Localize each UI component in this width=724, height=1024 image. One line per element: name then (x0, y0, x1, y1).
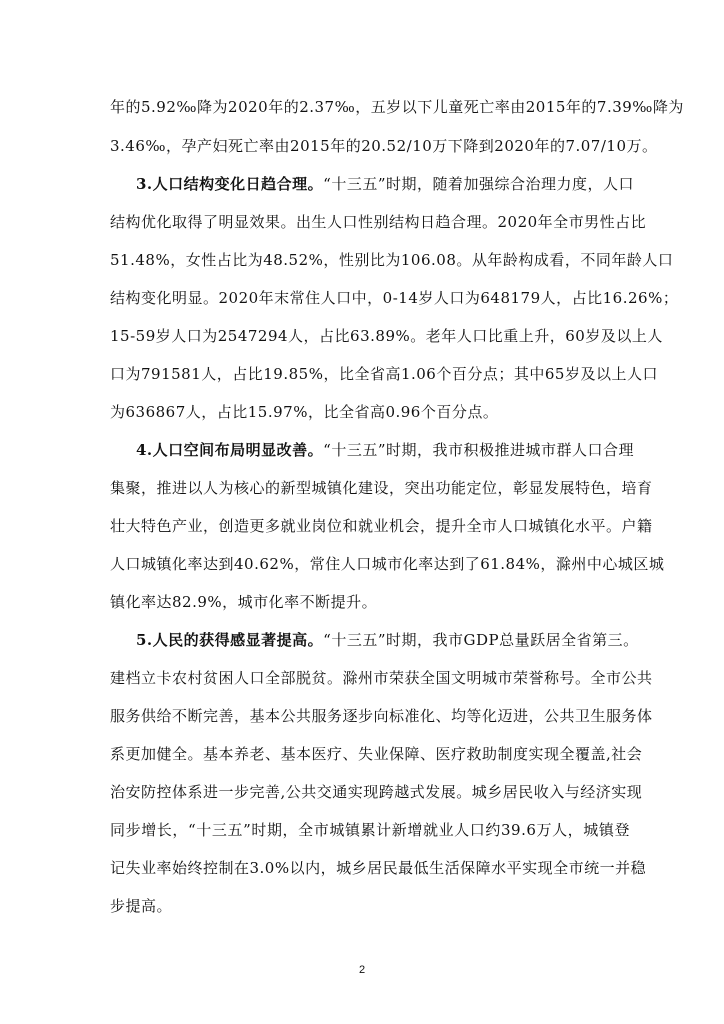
text-span: “十三五”时期，我市积极推进城市群人口合理 (323, 441, 635, 459)
text-line: 步提高。 (110, 897, 173, 915)
text-line: 同步增长，“十三五”时期，全市城镇累计新增就业人口约39.6万人，城镇登 (110, 821, 630, 839)
section-heading: 4.人口空间布局明显改善。 (136, 441, 324, 459)
text-line: 建档立卡农村贫困人口全部脱贫。滁州市荣获全国文明城市荣誉称号。全市公共 (110, 669, 653, 687)
text-span: “十三五”时期，我市GDP总量跃居全省第三。 (323, 631, 639, 649)
paragraph-first-line (136, 630, 639, 650)
section-heading: 5.人民的获得感显著提高。 (136, 631, 324, 649)
text-line: 治安防控体系进一步完善,公共交通实现跨越式发展。城乡居民收入与经济实现 (110, 783, 643, 801)
text-line: 记失业率始终控制在3.0%以内，城乡居民最低生活保障水平实现全市统一并稳 (110, 859, 647, 877)
text-line: 15-59岁人口为2547294人，占比63.89%。老年人口比重上升，60岁及以上人 (110, 327, 663, 345)
section-heading: 3.人口结构变化日趋合理。 (136, 175, 324, 193)
text-line: 为636867人，占比15.97%，比全省高0.96个百分点。 (110, 403, 499, 421)
text-line: 壮大特色产业，创造更多就业岗位和就业机会，提升全市人口城镇化水平。户籍 (110, 517, 653, 535)
text-line: 系更加健全。基本养老、基本医疗、失业保障、医疗救助制度实现全覆盖,社会 (110, 745, 643, 763)
text-line: 人口城镇化率达到40.62%，常住人口城市化率达到了61.84%，滁州中心城区城 (110, 555, 665, 573)
text-line: 镇化率达82.9%，城市化率不断提升。 (110, 593, 378, 611)
text-line: 集聚，推进以人为核心的新型城镇化建设，突出功能定位，彰显发展特色，培育 (110, 479, 653, 497)
text-line: 口为791581人，占比19.85%，比全省高1.06个百分点；其中65岁及以上人口 (110, 365, 658, 383)
text-line: 服务供给不断完善，基本公共服务逐步向标准化、均等化迈进，公共卫生服务体 (110, 707, 653, 725)
paragraph-first-line (136, 440, 635, 460)
text-line: 年的5.92‰降为2020年的2.37‰，五岁以下儿童死亡率由2015年的7.39‰降为 (110, 98, 684, 116)
paragraph-first-line (136, 174, 635, 194)
text-line: 结构优化取得了明显效果。出生人口性别结构日趋合理。2020年全市男性占比 (110, 213, 647, 231)
text-line: 3.46‰，孕产妇死亡率由2015年的20.52/10万下降到2020年的7.07/10万。 (110, 137, 658, 155)
text-line: 结构变化明显。2020年末常住人口中，0-14岁人口为648179人，占比16.26%； (110, 289, 679, 307)
page-number: 2 (358, 964, 366, 976)
text-span: “十三五”时期，随着加强综合治理力度，人口 (323, 175, 635, 193)
text-line: 51.48%，女性占比为48.52%，性别比为106.08。从年龄构成看，不同年龄人口 (110, 251, 674, 269)
